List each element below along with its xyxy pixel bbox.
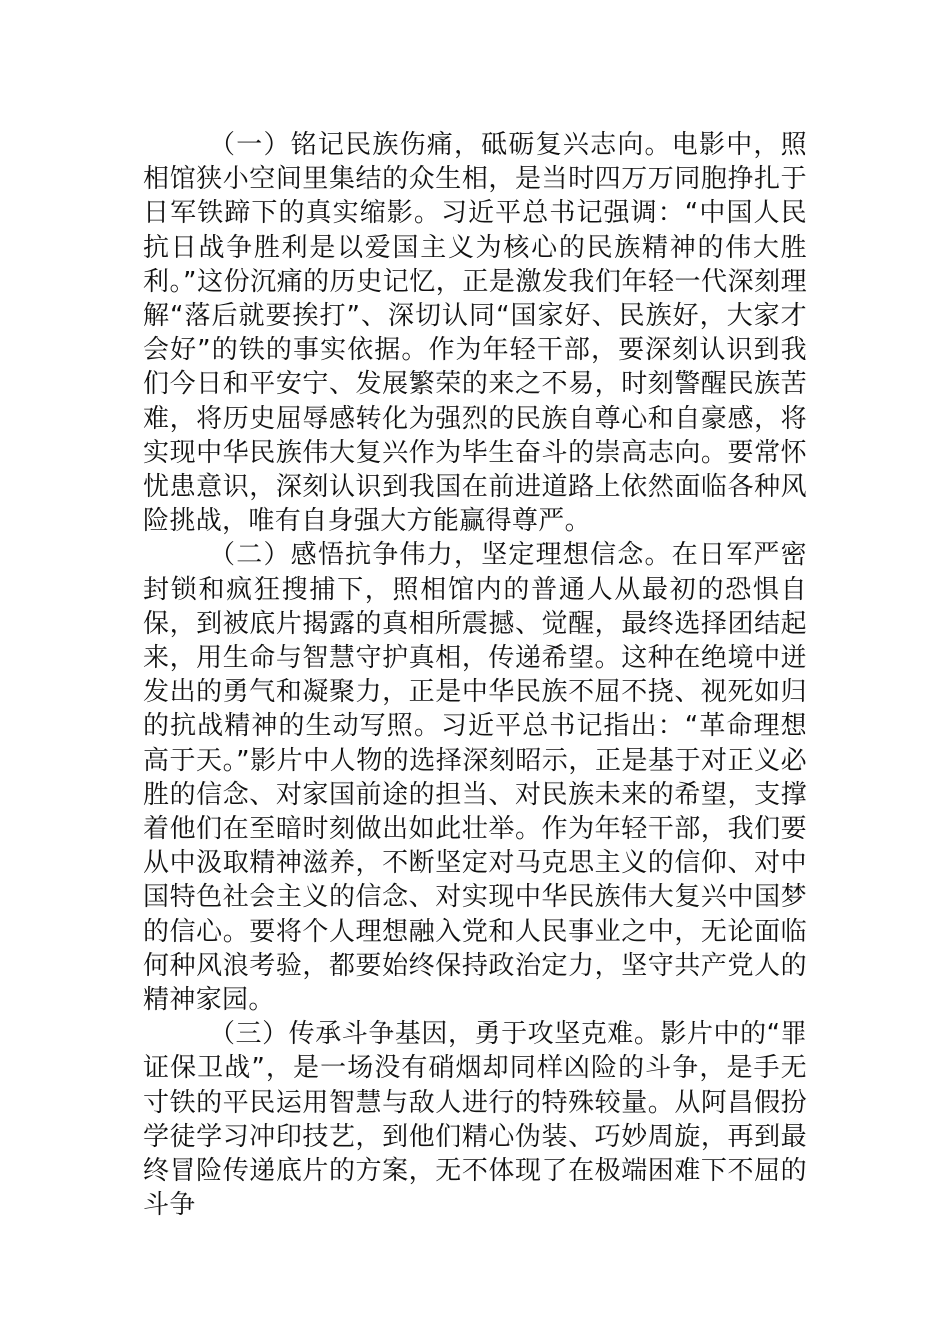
paragraph-1: （一）铭记民族伤痛，砥砺复兴志向。电影中，照相馆狭小空间里集结的众生相，是当时四万万同胞挣扎于日军铁蹄下的真实缩影。习近平总书记强调：“中国人民抗日战争胜利是以爱国主义为核心的民族精神的伟大胜利。”这份沉痛的历史记忆，正是激发我们年轻一代深刻理解“落后就要挨打”、深切认同“国家好、民族好，大家才会好”的铁的事实依据。作为年轻干部，要深刻认识到我们今日和平安宁、发展繁荣的来之不易，时刻警醒民族苦难，将历史屈辱感转化为强烈的民族自尊心和自豪感，将实现中华民族伟大复兴作为毕生奋斗的崇高志向。要常怀忧患意识，深刻认识到我国在前进道路上依然面临各种风险挑战，唯有自身强大方能赢得尊严。	[143, 130, 807, 537]
paragraph-2: （二）感悟抗争伟力，坚定理想信念。在日军严密封锁和疯狂搜捕下，照相馆内的普通人从最初的恐惧自保，到被底片揭露的真相所震撼、觉醒，最终选择团结起来，用生命与智慧守护真相，传递希望。这种在绝境中迸发出的勇气和凝聚力，正是中华民族不屈不挠、视死如归的抗战精神的生动写照。习近平总书记指出：“革命理想高于天。”影片中人物的选择深刻昭示，正是基于对正义必胜的信念、对家国前途的担当、对民族未来的希望，支撑着他们在至暗时刻做出如此壮举。作为年轻干部，我们要从中汲取精神滋养，不断坚定对马克思主义的信仰、对中国特色社会主义的信念、对实现中华民族伟大复兴中国梦的信心。要将个人理想融入党和人民事业之中，无论面临何种风浪考验，都要始终保持政治定力，坚守共产党人的精神家园。	[143, 540, 807, 1016]
paragraph-3: （三）传承斗争基因，勇于攻坚克难。影片中的“罪证保卫战”，是一场没有硝烟却同样凶险的斗争，是手无寸铁的平民运用智慧与敌人进行的特殊较量。从阿昌假扮学徒学习冲印技艺，到他们精心伪装、巧妙周旋，再到最终冒险传递底片的方案，无不体现了在极端困难下不屈的斗争	[143, 1019, 807, 1221]
body-text	[143, 128, 807, 1223]
